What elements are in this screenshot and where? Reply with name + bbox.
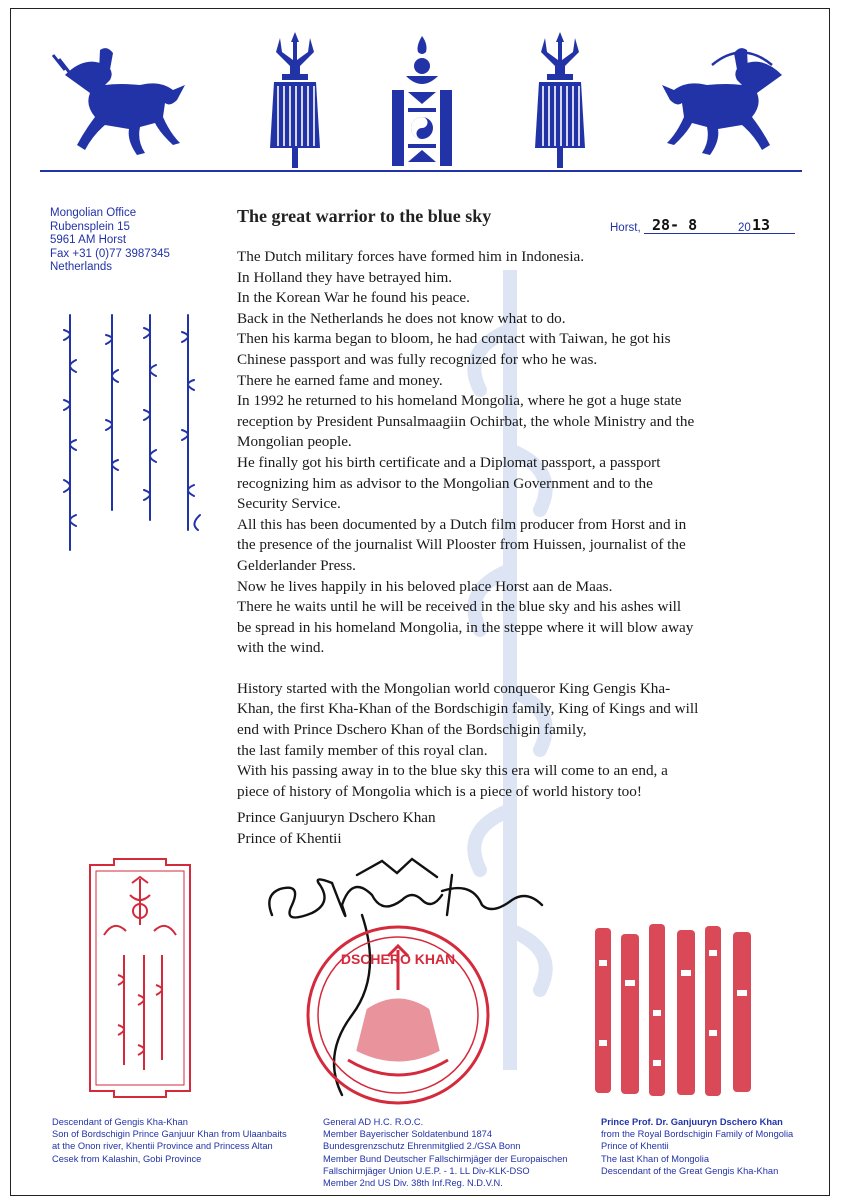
body-line: He finally got his birth certificate and a Diplomat passport, a passport	[237, 453, 661, 471]
body-line: In the Korean War he found his peace.	[237, 289, 470, 307]
body-line: Mongolian people.	[237, 433, 352, 451]
footer-line: Cesek from Kalashin, Gobi Province	[52, 1153, 202, 1164]
paragraph-gap	[237, 659, 777, 679]
footer-line: The last Khan of Mongolia	[601, 1153, 710, 1164]
footer-line: Member Bayerischer Soldatenbund 1874	[323, 1129, 492, 1140]
body-line: Now he lives happily in his beloved place Horst aan de Maas.	[237, 577, 613, 595]
letter-title: The great warrior to the blue sky	[237, 206, 492, 226]
sender-line: Fax +31 (0)77 3987345	[50, 247, 170, 260]
trident-banner-left-icon	[260, 30, 330, 170]
body-line: Security Service.	[237, 495, 341, 513]
footer-col-title	[601, 1116, 793, 1177]
body-line: end with Prince Dschero Khan of the Bordschigin family,	[237, 721, 587, 739]
body-line: Gelderlander Press.	[237, 556, 356, 574]
red-seal-center	[298, 920, 498, 1110]
body-line: Chinese passport and was fully recognized for who he was.	[237, 350, 598, 368]
body-line: With his passing away in to the blue sky this era will come to an end, a	[237, 762, 668, 780]
footer-line: Son of Bordschigin Prince Ganjuur Khan from Ulaanbaits	[52, 1129, 287, 1140]
body-line: the presence of the journalist Will Plooster from Huissen, journalist of the	[237, 536, 686, 554]
footer-line: Prince of Khentii	[601, 1141, 669, 1152]
date-underline	[644, 233, 795, 234]
date-day-month: 28- 8	[652, 216, 698, 234]
date-year: 13	[752, 216, 771, 234]
sender-line: Netherlands	[50, 261, 113, 274]
body-line: There he earned fame and money.	[237, 371, 443, 389]
body-line: Then his karma began to bloom, he had contact with Taiwan, he got his	[237, 330, 671, 348]
footer-col-lineage	[52, 1116, 287, 1165]
body-line: History started with the Mongolian world conqueror King Gengis Kha-	[237, 679, 671, 697]
closing-title: Prince of Khentii	[237, 829, 342, 847]
body-line: In Holland they have betrayed him.	[237, 268, 453, 286]
footer-line: Descendant of the Great Gengis Kha-Khan	[601, 1165, 779, 1176]
date-place: Horst,	[610, 222, 641, 234]
sender-line: 5961 AM Horst	[50, 234, 127, 247]
body-line: recognizing him as advisor to the Mongolian Government and to the	[237, 474, 653, 492]
footer-line: Member 2nd US Div. 38th Inf.Reg. N.D.V.N.	[323, 1178, 503, 1189]
body-line: the last family member of this royal clan.	[237, 741, 488, 759]
body-line: There he waits until he will be received in the blue sky and his ashes will	[237, 598, 682, 616]
red-seal-right	[585, 920, 765, 1105]
date-century: 20	[738, 222, 751, 234]
body-line: Back in the Netherlands he does not know what to do.	[237, 309, 566, 327]
footer-line: Member Bund Deutscher Fallschirmjäger der Europaischen	[323, 1153, 568, 1164]
body-line: Khan, the first Kha-Khan of the Bordschigin family, King of Kings and will	[237, 700, 699, 718]
date-line	[610, 218, 795, 236]
trident-banner-right-icon	[525, 30, 595, 170]
sender-line: Rubensplein 15	[50, 220, 130, 233]
closing-block	[237, 808, 436, 849]
header-rule	[40, 170, 802, 172]
footer-line: General AD H.C. R.O.C.	[323, 1117, 424, 1127]
body-line: The Dutch military forces have formed him in Indonesia.	[237, 248, 585, 265]
body-line: In 1992 he returned to his homeland Mongolia, where he got a huge state	[237, 392, 682, 410]
horse-archer-right-icon	[652, 45, 802, 165]
body-line: reception by President Punsalmaagiin Ochirbat, the whole Ministry and the	[237, 412, 695, 430]
footer-line: at the Onon river, Khentii Province and Princess Altan	[52, 1141, 273, 1152]
body-line: be spread in his homeland Mongolia, in the steppe where it will blow away	[237, 618, 694, 636]
letter-body	[237, 247, 777, 802]
horse-archer-left-icon	[45, 45, 195, 165]
footer-line: Fallschirmjäger Union U.E.P. - 1. LL Div-KLK-DSO	[323, 1165, 530, 1176]
sender-line: Mongolian Office	[50, 207, 137, 219]
soyombo-icon	[388, 34, 456, 169]
footer-col-memberships	[323, 1116, 567, 1189]
footer-line: Bundesgrenzschutz Ehrenmitglied 2./GSA Bonn	[323, 1141, 521, 1152]
sender-address	[50, 207, 170, 275]
body-line: piece of history of Mongolia which is a piece of world history too!	[237, 782, 642, 800]
closing-name: Prince Ganjuuryn Dschero Khan	[237, 809, 436, 826]
footer-line: from the Royal Bordschigin Family of Mongolia	[601, 1129, 794, 1140]
red-seal-left	[84, 855, 196, 1101]
footer-title: Prince Prof. Dr. Ganjuuryn Dschero Khan	[601, 1117, 783, 1127]
body-line: with the wind.	[237, 639, 325, 657]
footer-line: Descendant of Gengis Kha-Khan	[52, 1117, 188, 1127]
body-line: All this has been documented by a Dutch film producer from Horst and in	[237, 515, 687, 533]
mongolian-script-block	[50, 310, 230, 560]
seal-label: DSCHERO KHAN	[340, 951, 456, 967]
